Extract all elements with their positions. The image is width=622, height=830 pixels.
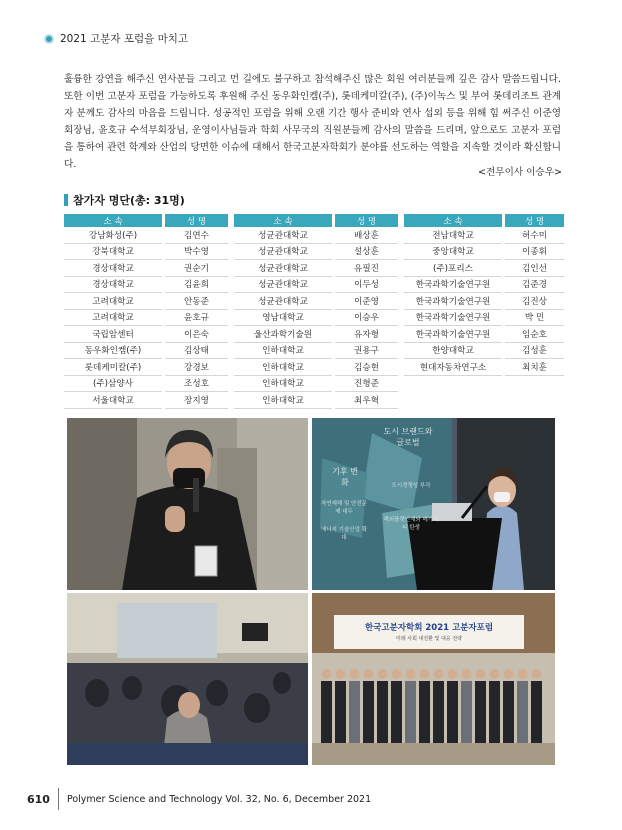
slide-left-item-1: 자연재해 및 안전문제 대두 (320, 501, 367, 515)
table-row (234, 359, 398, 376)
affiliation-cell: 성균관대학교 (234, 260, 334, 277)
name-cell: 권용구 (334, 342, 399, 359)
affiliation-cell: 한국과학기술연구원 (404, 293, 504, 310)
person-body (321, 681, 332, 743)
photo-group (312, 593, 555, 765)
person-body (419, 681, 430, 743)
table-row (64, 326, 228, 343)
name-cell: 최치훈 (504, 359, 565, 376)
person-head (532, 669, 542, 679)
person-head (476, 669, 486, 679)
table-row (64, 293, 228, 310)
name-cell: 안동준 (164, 293, 229, 310)
affiliation-cell: (주)삼양사 (64, 375, 164, 392)
table-row (64, 342, 228, 359)
slide-title: 도시 브랜드와 글로벌 (383, 427, 433, 447)
person-body (433, 681, 444, 743)
photo-conference-hall (67, 593, 308, 765)
attendee-list-title: 참가자 명단(총: 31명) (64, 192, 185, 208)
affiliation-cell: 인하대학교 (234, 392, 334, 409)
attendee-table-1 (64, 214, 228, 409)
table-row (234, 342, 398, 359)
name-cell: 김진상 (504, 293, 565, 310)
affiliation-cell: 국립암센터 (64, 326, 164, 343)
affiliation-cell: 인하대학교 (234, 359, 334, 376)
affiliation-cell: 동우화인켐(주) (64, 342, 164, 359)
affiliation-cell: (주)포리스 (404, 260, 504, 277)
table-row (234, 326, 398, 343)
affiliation-cell: 성균관대학교 (234, 243, 334, 260)
table-row (404, 276, 564, 293)
slide-left-title: 기후 변화 (332, 467, 358, 487)
name-cell: 이종휘 (504, 243, 565, 260)
affiliation-cell: 강남화성(주) (64, 227, 164, 243)
person-head (518, 669, 528, 679)
name-cell: 설상훈 (334, 243, 399, 260)
photo-hall-drawing (67, 593, 308, 765)
person-head (392, 669, 402, 679)
person-body (475, 681, 486, 743)
affiliation-cell: 중앙대학교 (404, 243, 504, 260)
person-body (377, 681, 388, 743)
person-body (461, 681, 472, 743)
table-row (404, 326, 564, 343)
table-row (234, 392, 398, 409)
person-head (504, 669, 514, 679)
name-cell: 유자형 (334, 326, 399, 343)
person-body (531, 681, 542, 743)
person-body (517, 681, 528, 743)
name-cell: 이준영 (334, 293, 399, 310)
person-head (448, 669, 458, 679)
photo-speaker-audience (67, 418, 308, 590)
affiliation-cell: 경상대학교 (64, 260, 164, 277)
page-number: 610 (27, 792, 50, 806)
person-head (406, 669, 416, 679)
section-title: 2021 고분자 포럼을 마치고 (60, 33, 189, 45)
banner-title: 한국고분자학회 2021 고분자포럼 (364, 623, 494, 633)
affiliation-cell: 강북대학교 (64, 243, 164, 260)
header-affiliation: 소 속 (404, 214, 504, 227)
section-bullet-icon (44, 34, 54, 44)
table-row (404, 260, 564, 277)
name-cell: 김윤희 (164, 276, 229, 293)
name-cell: 권순기 (164, 260, 229, 277)
name-cell: 배상훈 (334, 227, 399, 243)
person-body (447, 681, 458, 743)
table-row (404, 243, 564, 260)
name-cell: 윤호규 (164, 309, 229, 326)
person-body (391, 681, 402, 743)
name-cell: 장지영 (164, 392, 229, 409)
person-head (434, 669, 444, 679)
name-cell: 허수미 (504, 227, 565, 243)
table-row (234, 276, 398, 293)
table-row (234, 260, 398, 277)
affiliation-cell: 영남대학교 (234, 309, 334, 326)
person-body (489, 681, 500, 743)
header-name: 성 명 (164, 214, 229, 227)
table-row (234, 227, 398, 243)
affiliation-cell: 한국과학기술연구원 (404, 326, 504, 343)
name-cell: 김성훈 (504, 342, 565, 359)
person-head (490, 669, 500, 679)
affiliation-cell: 한양대학교 (404, 342, 504, 359)
person-body (363, 681, 374, 743)
affiliation-cell: 인하대학교 (234, 375, 334, 392)
closing-paragraph: 훌륭한 강연을 해주신 연사분들 그리고 먼 길에도 불구하고 참석해주신 많은 회원 여러분들께 깊은 감사 말씀드립니다. 또한 이번 고분자 포럼을 가능하도록 후원해 주신 동우화인켐(주), 롯데케미칼(주), (주)이녹스 및 부여 롯데리조트 관계자 분께도 감사의 마음을 드립니다. 성공적인 포럼을 위해 오랜 기간 행사 준비와 연사 섭외 등을 위해 힘 써주신 이준영 회장님, 윤호규 수석부회장님, 운영이사님들과 학회 사무국의 직원분들께 감사의 말씀을 드리며, 앞으로도 고분자 포럼을 통하여 관련 학계와 산업의 당면한 이슈에 대해서 한국고분자학회가 분야를 선도하는 역할을 지속할 것이라 확신합니다. (64, 74, 561, 170)
name-cell: 김연수 (164, 227, 229, 243)
header-affiliation: 소 속 (64, 214, 164, 227)
affiliation-cell: 인하대학교 (234, 342, 334, 359)
name-cell: 박수영 (164, 243, 229, 260)
slide-left-item-2: 에너지 기술산업 확대 (320, 527, 367, 541)
affiliation-cell: 서울대학교 (64, 392, 164, 409)
table-row (64, 375, 228, 392)
banner-subtitle: 미래 사회 대전환 및 대응 전략 (396, 636, 462, 642)
photo-presenter-lectern (312, 418, 555, 590)
affiliation-cell: 한국과학기술연구원 (404, 309, 504, 326)
name-cell: 김승현 (334, 359, 399, 376)
table-row (234, 243, 398, 260)
name-cell: 유필진 (334, 260, 399, 277)
footer-divider (58, 788, 59, 810)
table-row (404, 227, 564, 243)
affiliation-cell: 전남대학교 (404, 227, 504, 243)
affiliation-cell: 경상대학교 (64, 276, 164, 293)
name-cell: 임순호 (504, 326, 565, 343)
person-body (349, 681, 360, 743)
affiliation-cell: 성균관대학교 (234, 293, 334, 310)
person-head (350, 669, 360, 679)
signature: <전무이사 이승우> (478, 167, 562, 178)
table-row (404, 342, 564, 359)
name-cell: 이은숙 (164, 326, 229, 343)
affiliation-cell: 고려대학교 (64, 293, 164, 310)
affiliation-cell: 성균관대학교 (234, 227, 334, 243)
name-cell: 이승우 (334, 309, 399, 326)
affiliation-cell: 롯데케미칼(주) (64, 359, 164, 376)
name-cell: 조성호 (164, 375, 229, 392)
affiliation-cell: 고려대학교 (64, 309, 164, 326)
person-body (503, 681, 514, 743)
name-cell: 김준경 (504, 276, 565, 293)
person-head (364, 669, 374, 679)
table-row (64, 243, 228, 260)
photo-speaker-drawing (67, 418, 308, 590)
journal-citation: Polymer Science and Technology Vol. 32, No. 6, December 2021 (66, 793, 372, 805)
photo-group-drawing (312, 593, 555, 765)
table-row (404, 293, 564, 310)
slide-right-item-1: 도시경쟁성 부각 (391, 483, 431, 489)
table-row (404, 309, 564, 326)
affiliation-cell: 현대자동차연구소 (404, 359, 504, 376)
name-cell: 김상태 (164, 342, 229, 359)
person-body (405, 681, 416, 743)
name-cell: 최우혁 (334, 392, 399, 409)
person-head (462, 669, 472, 679)
person-body (335, 681, 346, 743)
table-row (64, 392, 228, 409)
page-footer (27, 788, 371, 810)
table-row (64, 359, 228, 376)
name-cell: 김인선 (504, 260, 565, 277)
name-cell: 이두성 (334, 276, 399, 293)
person-head (378, 669, 388, 679)
slide-right-item-2: 해외플랫인재와 메가시티 탄생 (383, 517, 439, 531)
header-affiliation: 소 속 (234, 214, 334, 227)
table-row (404, 359, 564, 376)
table-row (234, 309, 398, 326)
page-header (44, 31, 188, 46)
table-row (64, 260, 228, 277)
name-cell: 박 민 (504, 309, 565, 326)
attendee-table-2 (234, 214, 398, 409)
name-cell: 강경보 (164, 359, 229, 376)
attendee-table-3 (404, 214, 564, 376)
person-head (336, 669, 346, 679)
person-head (322, 669, 332, 679)
title-bar-icon (64, 194, 68, 206)
table-row (64, 309, 228, 326)
name-cell: 진형준 (334, 375, 399, 392)
affiliation-cell: 울산과학기술원 (234, 326, 334, 343)
table-row (64, 227, 228, 243)
header-name: 성 명 (504, 214, 565, 227)
table-row (234, 375, 398, 392)
affiliation-cell: 성균관대학교 (234, 276, 334, 293)
affiliation-cell: 한국과학기술연구원 (404, 276, 504, 293)
header-name: 성 명 (334, 214, 399, 227)
table-row (64, 276, 228, 293)
person-head (420, 669, 430, 679)
table-row (234, 293, 398, 310)
